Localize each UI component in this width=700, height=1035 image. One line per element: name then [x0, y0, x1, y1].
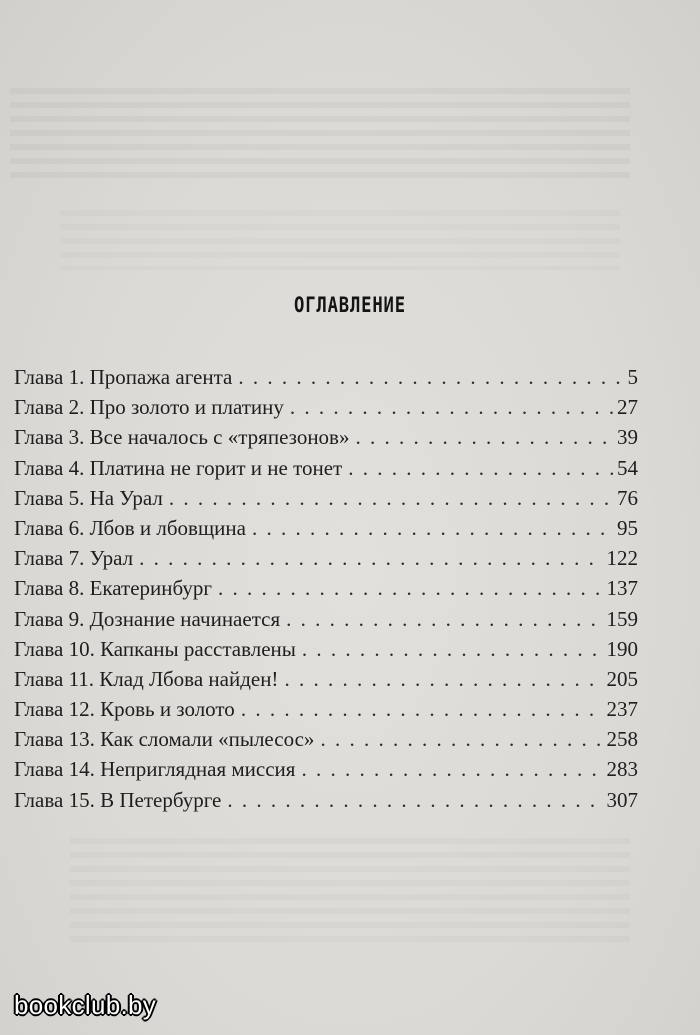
toc-leader-dots [290, 392, 613, 422]
toc-leader-dots [139, 543, 602, 573]
toc-entry-page-number: 237 [606, 697, 638, 722]
toc-entry [14, 604, 638, 634]
toc-leader-dots [218, 573, 602, 603]
toc-entry-page-number: 205 [606, 666, 638, 691]
toc-entry-page-number: 54 [617, 455, 638, 480]
toc-entry-label: Глава 3. Все началось с «тряпезонов» [14, 425, 350, 450]
toc-entry-label: Глава 2. Про золото и платину [14, 395, 284, 420]
toc-entry-page-number: 137 [606, 576, 638, 601]
toc-entry [14, 634, 638, 664]
toc-entry [14, 483, 638, 513]
toc-entry-page-number: 258 [606, 727, 638, 752]
show-through-block-top [10, 88, 630, 183]
toc-entry-label: Глава 15. В Петербурге [14, 787, 222, 812]
toc-entry-page-number: 76 [617, 485, 638, 510]
toc-leader-dots [169, 483, 613, 513]
toc-entry [14, 543, 638, 573]
toc-entry-label: Глава 11. Клад Лбова найден! [14, 666, 279, 691]
toc-leader-dots [355, 422, 613, 452]
toc-entry [14, 422, 638, 452]
toc-entry-page-number: 95 [617, 515, 638, 540]
toc-entry-label: Глава 8. Екатеринбург [14, 576, 213, 601]
toc-entry-label: Глава 5. На Урал [14, 485, 163, 510]
toc-leader-dots [238, 362, 623, 392]
toc-entry-page-number: 122 [606, 546, 638, 571]
show-through-block-mid [60, 210, 620, 270]
toc-entry-label: Глава 13. Как сломали «пылесос» [14, 727, 315, 752]
toc-entry [14, 513, 638, 543]
toc-entry-page-number: 27 [617, 395, 638, 420]
toc-entry-label: Глава 12. Кровь и золото [14, 697, 235, 722]
show-through-block-bottom [70, 838, 630, 948]
toc-leader-dots [348, 453, 613, 483]
toc-entry-label: Глава 6. Лбов и лбовщина [14, 515, 246, 540]
toc-entry [14, 573, 638, 603]
toc-entry [14, 664, 638, 694]
toc-entry-page-number: 5 [627, 365, 638, 389]
toc-entry-label: Глава 9. Дознание начинается [14, 606, 281, 631]
toc-leader-dots [252, 513, 613, 543]
toc-entry-label: Глава 4. Платина не горит и не тонет [14, 455, 343, 480]
toc-leader-dots [302, 634, 603, 664]
watermark-logo: bookclub.by [14, 990, 157, 1020]
toc-leader-dots [284, 664, 602, 694]
toc-entry-page-number: 39 [617, 425, 638, 450]
page-title: ОГЛАВЛЕНИЕ [294, 293, 406, 317]
toc-entry [14, 754, 638, 784]
toc-leader-dots [320, 724, 602, 754]
toc-entry [14, 785, 638, 815]
toc-entry-label: Глава 10. Капканы расставлены [14, 636, 296, 661]
table-of-contents [14, 362, 638, 815]
toc-entry [14, 362, 638, 392]
toc-entry-label: Глава 7. Урал [14, 546, 134, 571]
toc-entry [14, 392, 638, 422]
toc-entry-page-number: 283 [606, 757, 638, 782]
toc-leader-dots [241, 694, 603, 724]
toc-entry [14, 724, 638, 754]
toc-leader-dots [227, 785, 602, 815]
toc-entry-page-number: 190 [606, 636, 638, 661]
toc-leader-dots [286, 604, 602, 634]
toc-entry-label: Глава 1. Пропажа агента [14, 365, 233, 389]
toc-entry [14, 453, 638, 483]
toc-entry-label: Глава 14. Неприглядная миссия [14, 757, 296, 782]
toc-entry-page-number: 159 [606, 606, 638, 631]
toc-leader-dots [301, 754, 602, 784]
toc-entry-page-number: 307 [606, 787, 638, 812]
toc-entry [14, 694, 638, 724]
